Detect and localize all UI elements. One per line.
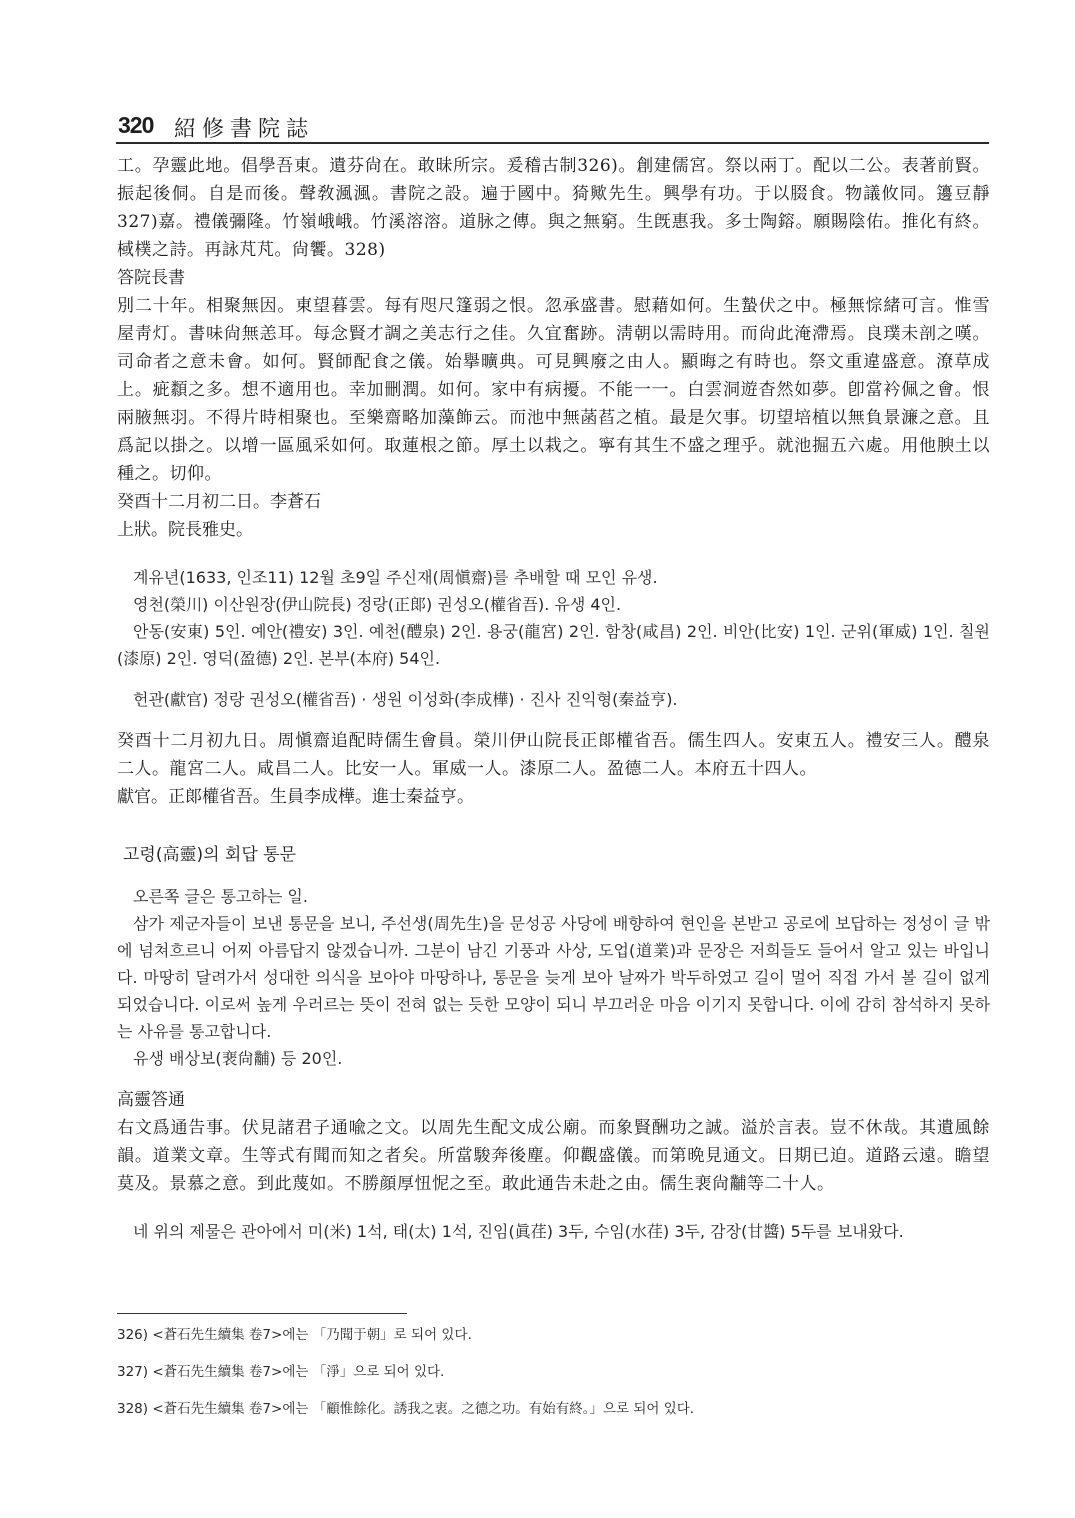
footnote-326: 326) <蒼石先生續集 卷7>에는 「乃聞于朝」로 되어 있다. [117,1327,472,1343]
footnote-328: 328) <蒼石先生續集 卷7>에는 「顧惟餘化。誘我之衷。之德之功。有始有終。」으로 되어 있다. [117,1401,695,1417]
letter-closing: 上狀。院長雅史。 [117,520,253,540]
classical-attendee-record: 癸酉十二月初九日。周愼齋追配時儒生會員。榮川伊山院長正郞權省吾。儒生四人。安東五人。禮安三人。醴泉二人。龍宮二人。咸昌二人。比安一人。軍威一人。漆原二人。盈德二人。本府五十四人。 [117,731,990,779]
circular-signatories: 유생 배상보(裵尙黼) 등 20인. [133,1049,343,1068]
page-body [117,152,990,1245]
running-title: 紹修書院誌 [174,117,315,142]
korean-officiants: 헌관(獻官) 정랑 권성오(權省吾) · 생원 이성화(李成樺) · 진사 진익형(秦益亨). [133,690,678,709]
page-header [116,112,989,144]
circular-title-classical: 高靈答通 [117,1090,185,1110]
korean-record-heading: 계유년(1633, 인조11) 12월 초9일 주신재(周愼齋)를 추배할 때 모인 유생. [133,568,658,587]
classical-officiants: 獻官。正郞權省吾。生員李成樺。進士秦益亨。 [117,787,474,807]
page-number: 320 [118,112,154,138]
circular-intro: 오른쪽 글은 통고하는 일. [133,887,308,906]
footnote-divider [117,1313,407,1314]
circular-body-korean: 삼가 제군자들이 보낸 통문을 보니, 주선생(周先生)을 문성공 사당에 배향하여 현인을 본받고 공로에 보답하는 정성이 글 밖에 넘쳐흐르니 어찌 아름답지 않겠습니까. 그분이 남긴 기풍과 사상, 도업(道業)과 문장은 저희들도 들어서 알고 있는 바입니다. 마땅히 달려가서 성대한 의식을 보아야 마땅하나, 통문을 늦게 보아 날짜가 박두하였고 길이 멀어 직접 가서 볼 길이 없게 되었습니다. 이로써 높게 우러르는 뜻이 전혀 없는 듯한 모양이 되니 부끄러운 마음 이기지 못합니다. 이에 감히 참석하지 못하는 사유를 통고합니다. [117,914,990,1041]
sacrificial-address-text: 工。孕靈此地。倡學吾東。遺芬尙在。敢昧所宗。爰稽古制326)。創建儒宮。祭以兩丁。配以二公。表著前賢。振起後侗。自是而後。聲敎渢渢。書院之設。遍于國中。猗歟先生。興學有功。于以腏食。物議攸同。籩豆靜327)嘉。禮儀彌隆。竹嶺峨峨。竹溪溶溶。道脉之傳。與之無窮。生旣惠我。多士陶鎔。願賜陰佑。推化有終。棫樸之詩。再詠芃芃。尙饗。328) [117,156,990,260]
footnotes [117,1325,990,1436]
section-heading: 고령(高靈)의 회답 통문 [123,845,297,865]
letter-date: 癸酉十二月初二日。李蒼石 [117,492,321,512]
circular-body-classical: 右文爲通告事。伏見諸君子通喩之文。以周先生配文成公廟。而象賢酬功之誠。溢於言表。豈不休哉。其遺風餘韻。道業文章。生等式有聞而知之者矣。所當駿奔後塵。仰觀盛儀。而第晩見通文。日期已迫。道路云遠。瞻望莫及。景慕之意。到此蔑如。不勝顔厚忸怩之至。敢此通告未赴之由。儒生裵尙黼等二十人。 [117,1118,990,1194]
offerings-note: 네 위의 제물은 관아에서 미(米) 1석, 태(太) 1석, 진임(眞荏) 3두, 수임(水荏) 3두, 감장(甘醬) 5두를 보내왔다. [133,1222,904,1241]
footnote-327: 327) <蒼石先生續集 卷7>에는 「淨」으로 되어 있다. [117,1364,445,1380]
korean-record-attendees: 안동(安東) 5인. 예안(禮安) 3인. 예천(醴泉) 2인. 용궁(龍宮) 2인. 함창(咸昌) 2인. 비안(比安) 1인. 군위(軍威) 1인. 칠원(漆原) 2인. 영덕(盈德) 2인. 본부(本府) 54인. [117,622,990,668]
letter-title: 答院長書 [117,268,185,288]
korean-record-yeongcheon: 영천(榮川) 이산원장(伊山院長) 정랑(正郞) 권성오(權省吾). 유생 4인. [133,595,622,614]
letter-body: 別二十年。相聚無因。東望暮雲。每有咫尺篷弱之恨。忽承盛書。慰藉如何。生蟄伏之中。極無悰緒可言。惟雪屋靑灯。書味尙無恙耳。每念賢才調之美志行之佳。久宜奮跡。淸朝以需時用。而尙此淹滯焉。良璞未剖之嘆。司命者之意未會。如何。賢師配食之儀。始擧曠典。可見興廢之由人。顯晦之有時也。祭文重違盛意。潦草成上。疵纇之多。想不適用也。幸加刪潤。如何。家中有病擾。不能一一。白雲洞遊杳然如夢。卽當衿佩之會。恨兩腋無羽。不得片時相聚也。至樂齋略加藻飾云。而池中無菡萏之植。最是欠事。切望培植以無負景濂之意。且爲記以掛之。以增一區風采如何。取蓮根之節。厚土以栽之。寧有其生不盛之理乎。就池掘五六處。用他腴土以種之。切仰。 [117,296,990,484]
